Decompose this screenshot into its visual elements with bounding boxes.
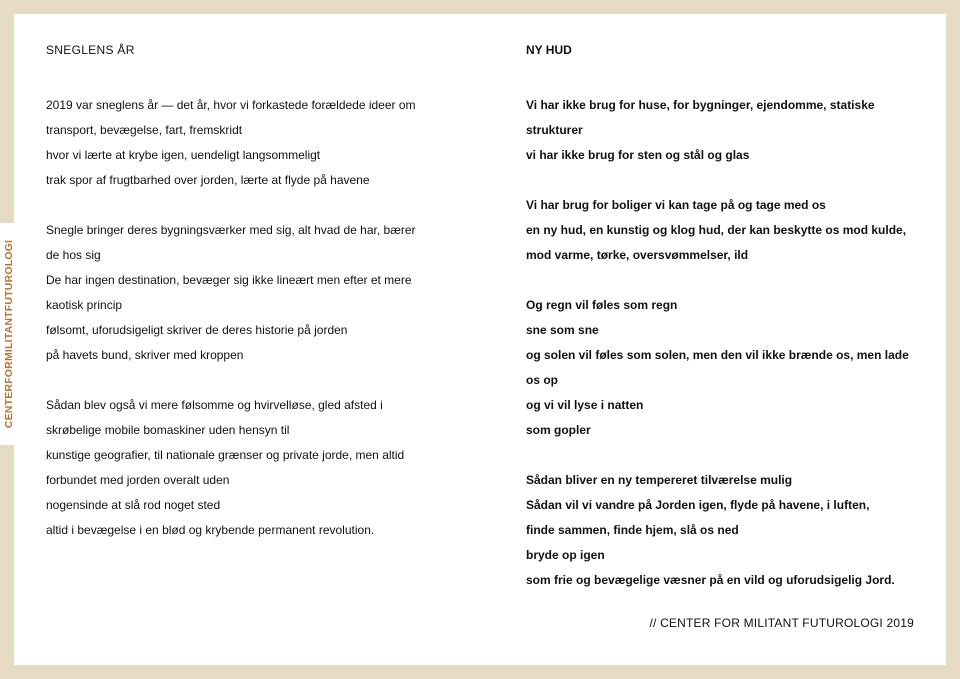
right-poem-line: som gopler bbox=[526, 423, 591, 437]
right-poem-line: finde sammen, finde hjem, slå os ned bbox=[526, 523, 739, 537]
right-poem bbox=[526, 43, 926, 593]
stanza-gap bbox=[46, 368, 466, 393]
stanza-gap bbox=[526, 168, 926, 193]
right-poem-line: Sådan vil vi vandre på Jorden igen, flyde på havene, i luften, bbox=[526, 498, 870, 512]
right-poem-line: og solen vil føles som solen, men den vil ikke brænde os, men lade bbox=[526, 348, 909, 362]
right-poem-line: en ny hud, en kunstig og klog hud, der kan beskytte os mod kulde, bbox=[526, 223, 907, 237]
right-poem-line: og vi vil lyse i natten bbox=[526, 398, 644, 412]
stanza-gap bbox=[46, 193, 466, 218]
left-poem bbox=[46, 43, 466, 543]
left-poem-line: nogensinde at slå rod noget sted bbox=[46, 498, 221, 512]
left-poem-line: følsomt, uforudsigeligt skriver de deres historie på jorden bbox=[46, 323, 348, 337]
left-poem-line: kunstige geografier, til nationale grænser og private jorde, men altid bbox=[46, 448, 405, 462]
left-poem-line: skrøbelige mobile bomaskiner uden hensyn til bbox=[46, 423, 290, 437]
stanza-gap bbox=[526, 443, 926, 468]
right-poem-line: mod varme, tørke, oversvømmelser, ild bbox=[526, 248, 749, 262]
right-poem-line: Vi har ikke brug for huse, for bygninger, ejendomme, statiske bbox=[526, 98, 875, 112]
right-poem-line: som frie og bevægelige væsner på en vild og uforudsigelig Jord. bbox=[526, 573, 895, 587]
left-poem-line: forbundet med jorden overalt uden bbox=[46, 473, 230, 487]
left-poem-line: Snegle bringer deres bygningsværker med sig, alt hvad de har, bærer bbox=[46, 223, 416, 237]
right-poem-title: NY HUD bbox=[526, 43, 572, 57]
right-poem-line: os op bbox=[526, 373, 558, 387]
left-poem-line: kaotisk princip bbox=[46, 298, 123, 312]
right-poem-line: Og regn vil føles som regn bbox=[526, 298, 678, 312]
stanza-gap bbox=[526, 268, 926, 293]
left-poem-line: transport, bevægelse, fart, fremskridt bbox=[46, 123, 243, 137]
left-poem-line: på havets bund, skriver med kroppen bbox=[46, 348, 244, 362]
page bbox=[14, 14, 946, 665]
right-poem-line: sne som sne bbox=[526, 323, 599, 337]
left-poem-line: de hos sig bbox=[46, 248, 101, 262]
sidebar-label: CENTERFORMILITANTFUTUROLOGI bbox=[3, 239, 16, 429]
left-poem-line: hvor vi lærte at krybe igen, uendeligt langsommeligt bbox=[46, 148, 321, 162]
left-poem-line: De har ingen destination, bevæger sig ikke lineært men efter et mere bbox=[46, 273, 412, 287]
sidebar-tab bbox=[0, 223, 18, 445]
right-poem-line: strukturer bbox=[526, 123, 583, 137]
left-poem-line: 2019 var sneglens år — det år, hvor vi forkastede forældede ideer om bbox=[46, 98, 416, 112]
right-poem-line: vi har ikke brug for sten og stål og glas bbox=[526, 148, 750, 162]
right-poem-line: bryde op igen bbox=[526, 548, 605, 562]
right-poem-line: Vi har brug for boliger vi kan tage på og tage med os bbox=[526, 198, 826, 212]
left-poem-title: SNEGLENS ÅR bbox=[46, 43, 135, 57]
left-poem-line: trak spor af frugtbarhed over jorden, lærte at flyde på havene bbox=[46, 173, 370, 187]
signature: // CENTER FOR MILITANT FUTUROLOGI 2019 bbox=[649, 616, 914, 630]
left-poem-line: Sådan blev også vi mere følsomme og hvirvelløse, gled afsted i bbox=[46, 398, 383, 412]
left-poem-line: altid i bevægelse i en blød og krybende permanent revolution. bbox=[46, 523, 375, 537]
right-poem-line: Sådan bliver en ny tempereret tilværelse mulig bbox=[526, 473, 793, 487]
